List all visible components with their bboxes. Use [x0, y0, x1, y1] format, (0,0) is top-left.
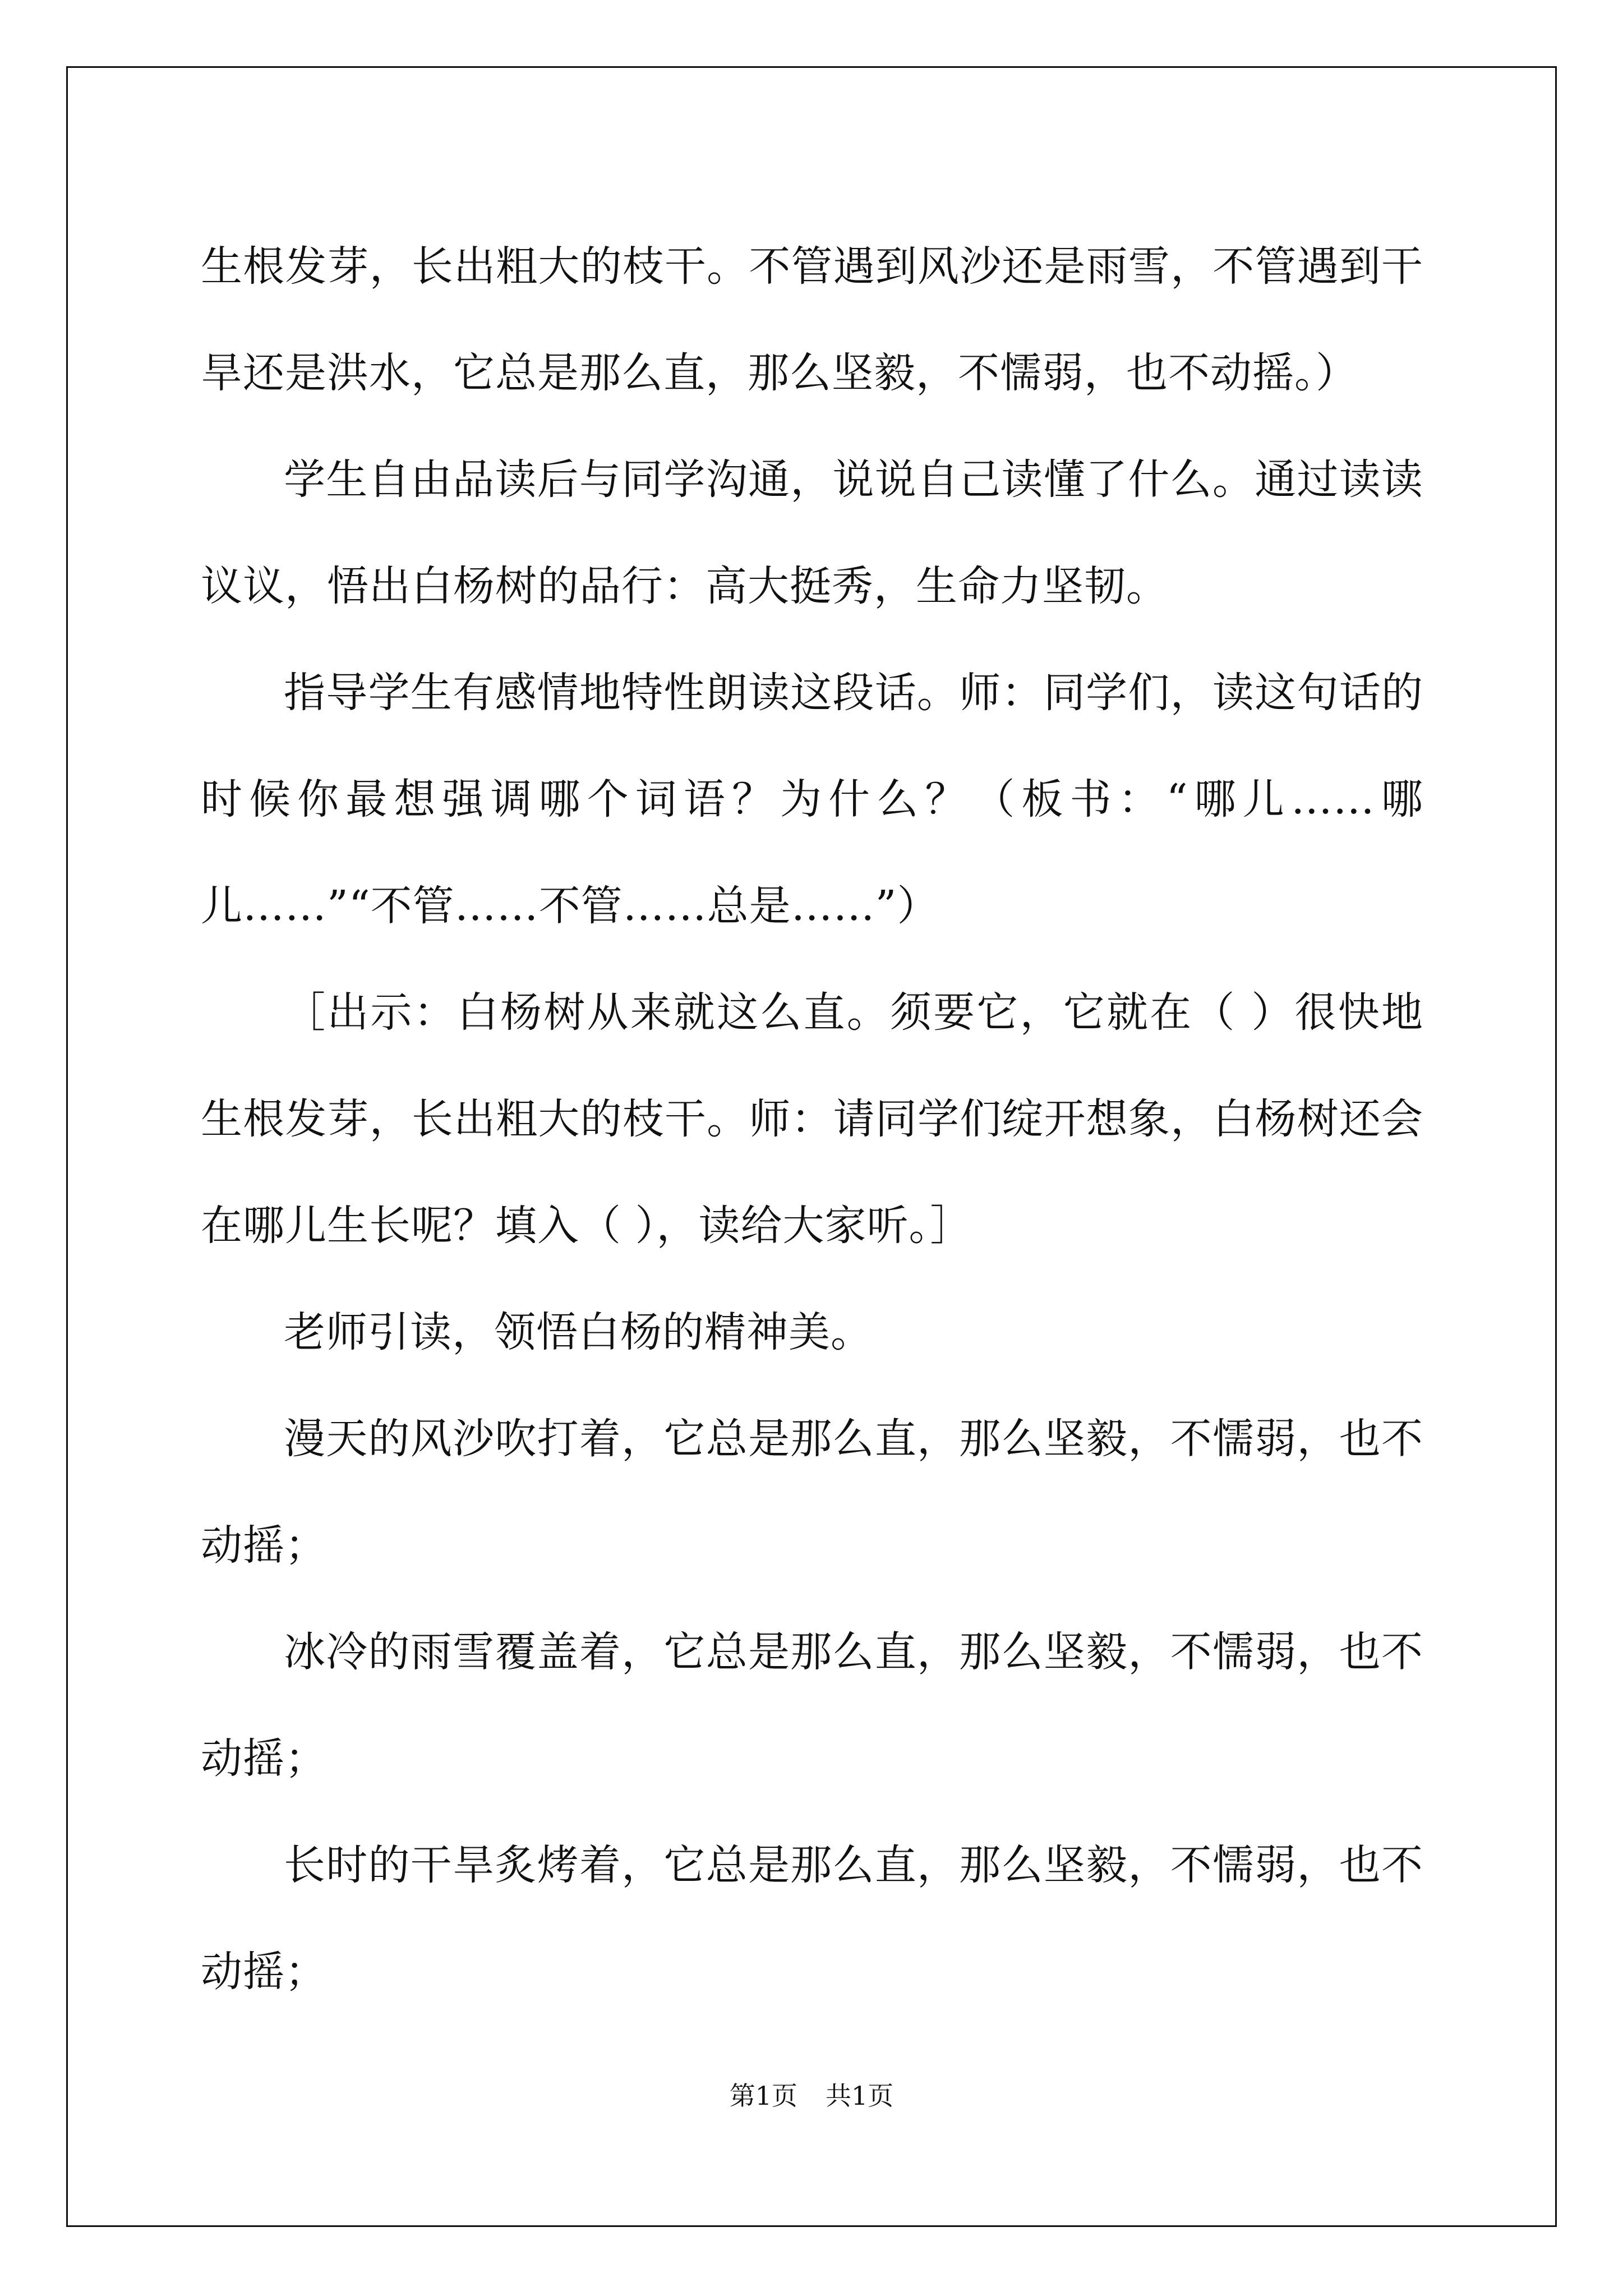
paragraph-5: 老师引读，领悟白杨的精神美。: [284, 1308, 873, 1356]
document-body: [201, 213, 1423, 2025]
paragraph-4: ［出示：白杨树从来就这么直。须要它，它就在（ ）很快地生根发芽，长出粗大的枝干。师：请同学们绽开想象，白杨树还会在哪儿生长呢？填入（ ），读给大家听。］: [201, 988, 1423, 1250]
page-number: 第1页: [729, 2081, 797, 2111]
paragraph-6: 漫天的风沙吹打着，它总是那么直，那么坚毅，不懦弱，也不动摇；: [201, 1415, 1423, 1570]
paragraph-1: 生根发芽，长出粗大的枝干。不管遇到风沙还是雨雪，不管遇到干旱还是洪水，它总是那么直，那么坚毅，不懦弱，也不动摇。）: [201, 242, 1423, 397]
page-footer: [0, 2076, 1623, 2113]
paragraph-3: 指导学生有感情地特性朗读这段话。师：同学们，读这句话的时候你最想强调哪个词语？为什么？（板书：“哪儿……哪儿……”“不管……不管……总是……”）: [201, 669, 1423, 930]
page-total: 共1页: [826, 2081, 894, 2111]
paragraph-7: 冰冷的雨雪覆盖着，它总是那么直，那么坚毅，不懦弱，也不动摇；: [201, 1628, 1423, 1783]
paragraph-8: 长时的干旱炙烤着，它总是那么直，那么坚毅，不懦弱，也不动摇；: [201, 1841, 1423, 1996]
paragraph-2: 学生自由品读后与同学沟通，说说自己读懂了什么。通过读读议议，悟出白杨树的品行：高大挺秀，生命力坚韧。: [201, 455, 1423, 610]
